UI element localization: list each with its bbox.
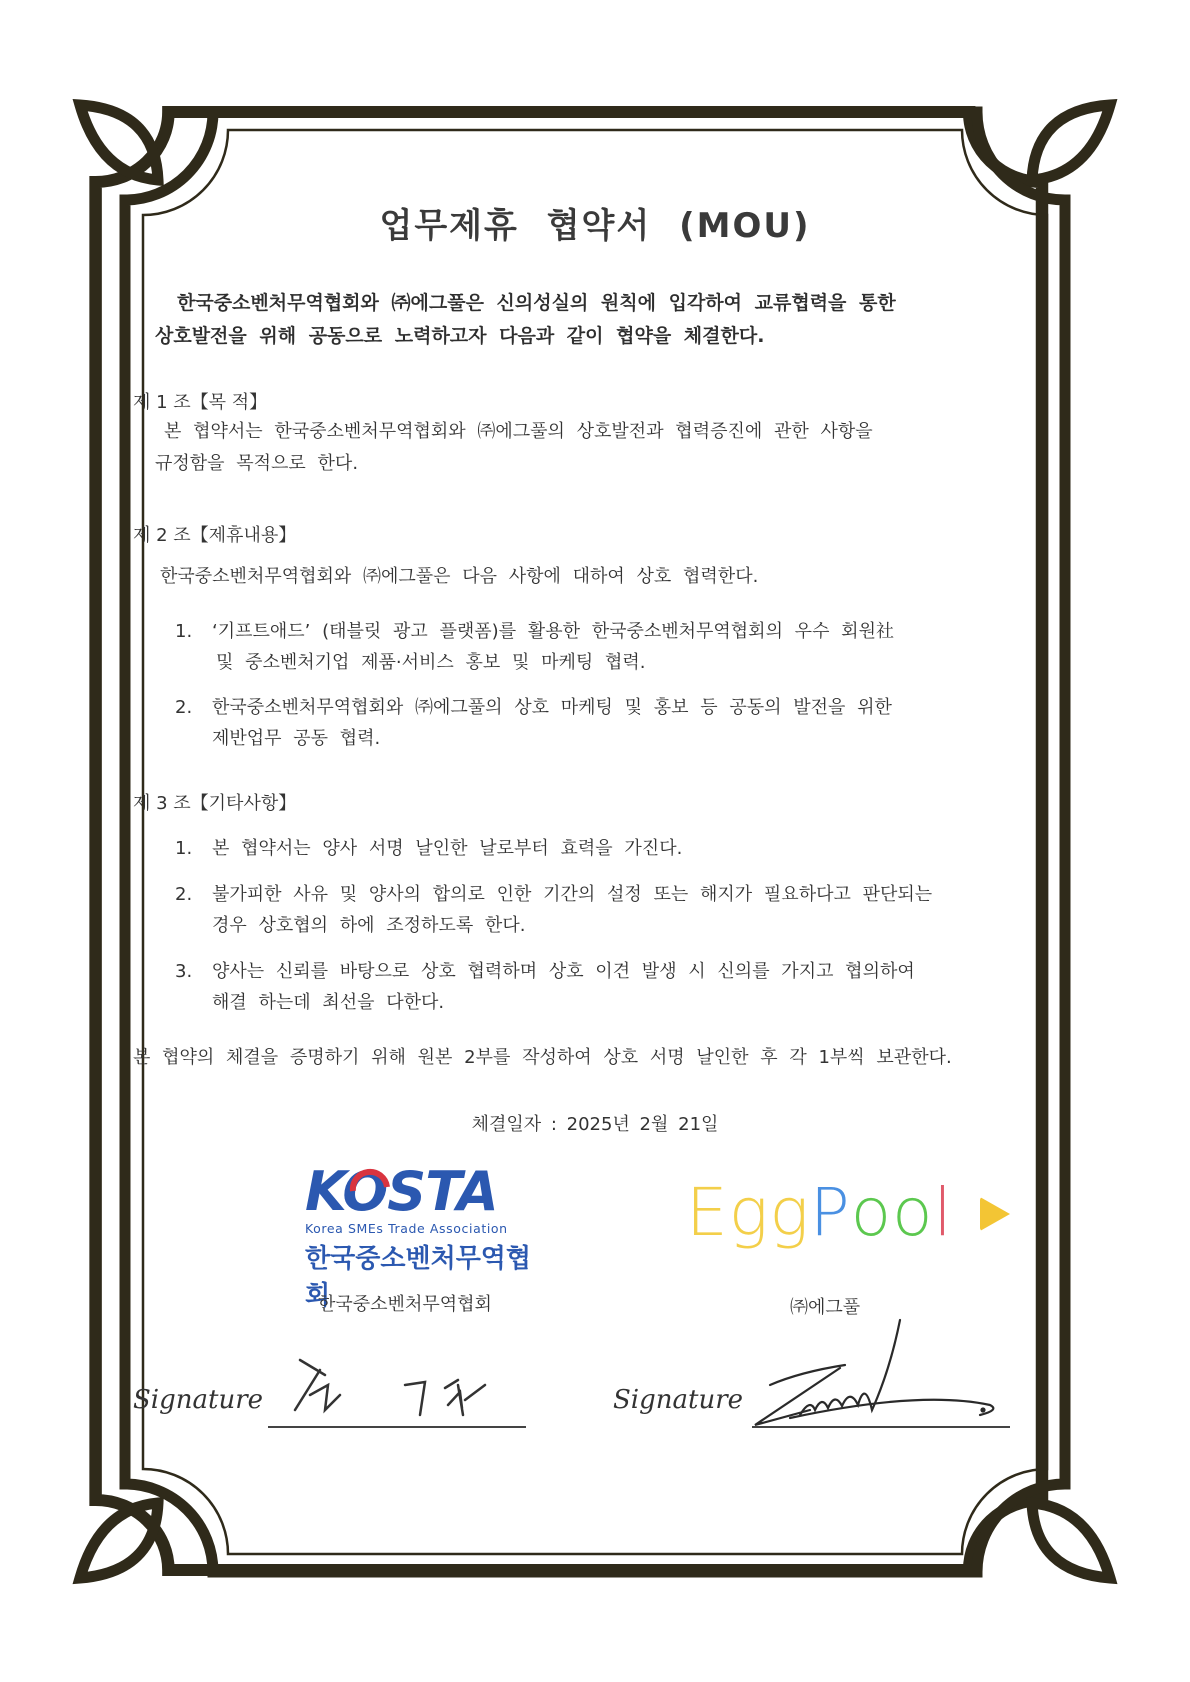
closing-statement: 본 협약의 체결을 증명하기 위해 원본 2부를 작성하여 상호 서명 날인한 후 각 1부씩 보관한다. [133, 1047, 952, 1068]
item-line-1: 한국중소벤처무역협회와 ㈜에그풀의 상호 마케팅 및 홍보 등 공동의 발전을 위한 [212, 697, 892, 718]
logo-letter: P [809, 1174, 851, 1251]
document-title: 업무제휴 협약서 (MOU) [379, 206, 811, 246]
item-number: 1. [175, 621, 193, 642]
item-number: 2. [175, 697, 193, 718]
signature-label-left: Signature [133, 1385, 264, 1415]
article-1-body-line-2: 규정함을 목적으로 한다. [155, 453, 359, 474]
preamble [155, 287, 1035, 353]
logo-letter: o [850, 1174, 893, 1251]
play-triangle-icon [980, 1197, 1010, 1231]
article-2-item-2 [175, 692, 1035, 756]
article-3-heading: 제 3 조【기타사항】 [133, 793, 297, 814]
item-number: 1. [175, 838, 193, 859]
handwritten-signature-left [280, 1350, 530, 1430]
item-line-1: ‘기프트애드’ (태블릿 광고 플랫폼)를 활용한 한국중소벤처무역협회의 우수 회원社 [212, 621, 894, 642]
article-2-item-1 [175, 616, 1035, 680]
article-3-item-1 [175, 833, 1035, 865]
kosta-logo-subtitle: Korea SMEs Trade Association [305, 1221, 508, 1236]
logo-letter: o [892, 1174, 934, 1251]
item-line-1: 본 협약서는 양사 서명 날인한 날로부터 효력을 가진다. [212, 838, 683, 859]
item-line-1: 양사는 신뢰를 바탕으로 상호 협력하며 상호 이견 발생 시 신의를 가지고 협의하여 [212, 961, 915, 982]
preamble-line-2: 상호발전을 위해 공동으로 노력하고자 다음과 같이 협약을 체결한다. [155, 325, 765, 347]
item-line-1: 불가피한 사유 및 양사의 합의로 인한 기간의 설정 또는 해지가 필요하다고 판단되는 [212, 884, 933, 905]
article-1-body [155, 416, 873, 480]
article-3-item-3 [175, 956, 1035, 1020]
item-line-2: 해결 하는데 최선을 다한다. [212, 992, 445, 1013]
handwritten-signature-right [740, 1310, 1020, 1435]
item-number: 2. [175, 884, 193, 905]
article-2-heading: 제 2 조【제휴내용】 [133, 525, 297, 546]
article-1-body-line-1: 본 협약서는 한국중소벤처무역협회와 ㈜에그풀의 상호발전과 협력증진에 관한 사항을 [164, 421, 873, 442]
item-line-2: 및 중소벤처기업 제품·서비스 홍보 및 마케팅 협력. [216, 652, 646, 673]
eggpool-logo [686, 1174, 953, 1251]
signature-label-right: Signature [613, 1385, 744, 1415]
party-left-name: 한국중소벤처무역협회 [318, 1294, 492, 1315]
logo-letter: g [769, 1174, 810, 1251]
kosta-logo-korean: 한국중소벤처무역협회 [305, 1244, 532, 1311]
item-number: 3. [175, 961, 193, 982]
party-right-name: ㈜에그풀 [790, 1297, 861, 1318]
taeguk-swirl-icon [345, 1167, 395, 1217]
article-1-heading: 제 1 조【목 적】 [133, 392, 268, 413]
item-line-2: 제반업무 공동 협력. [212, 728, 381, 749]
item-line-2: 경우 상호협의 하에 조정하도록 한다. [212, 915, 526, 936]
logo-letter: E [686, 1174, 729, 1251]
kosta-logo-wordmark: KOSTA [305, 1160, 498, 1223]
article-2-intro: 한국중소벤처무역협회와 ㈜에그풀은 다음 사항에 대하여 상호 협력한다. [160, 566, 759, 587]
logo-letter: g [728, 1174, 770, 1251]
article-3-item-2 [175, 879, 1035, 943]
logo-letter: l [933, 1174, 953, 1251]
preamble-line-1: 한국중소벤처무역협회와 ㈜에그풀은 신의성실의 원칙에 입각하여 교류협력을 통한 [177, 292, 896, 314]
signing-date: 체결일자 : 2025년 2월 21일 [471, 1114, 719, 1135]
